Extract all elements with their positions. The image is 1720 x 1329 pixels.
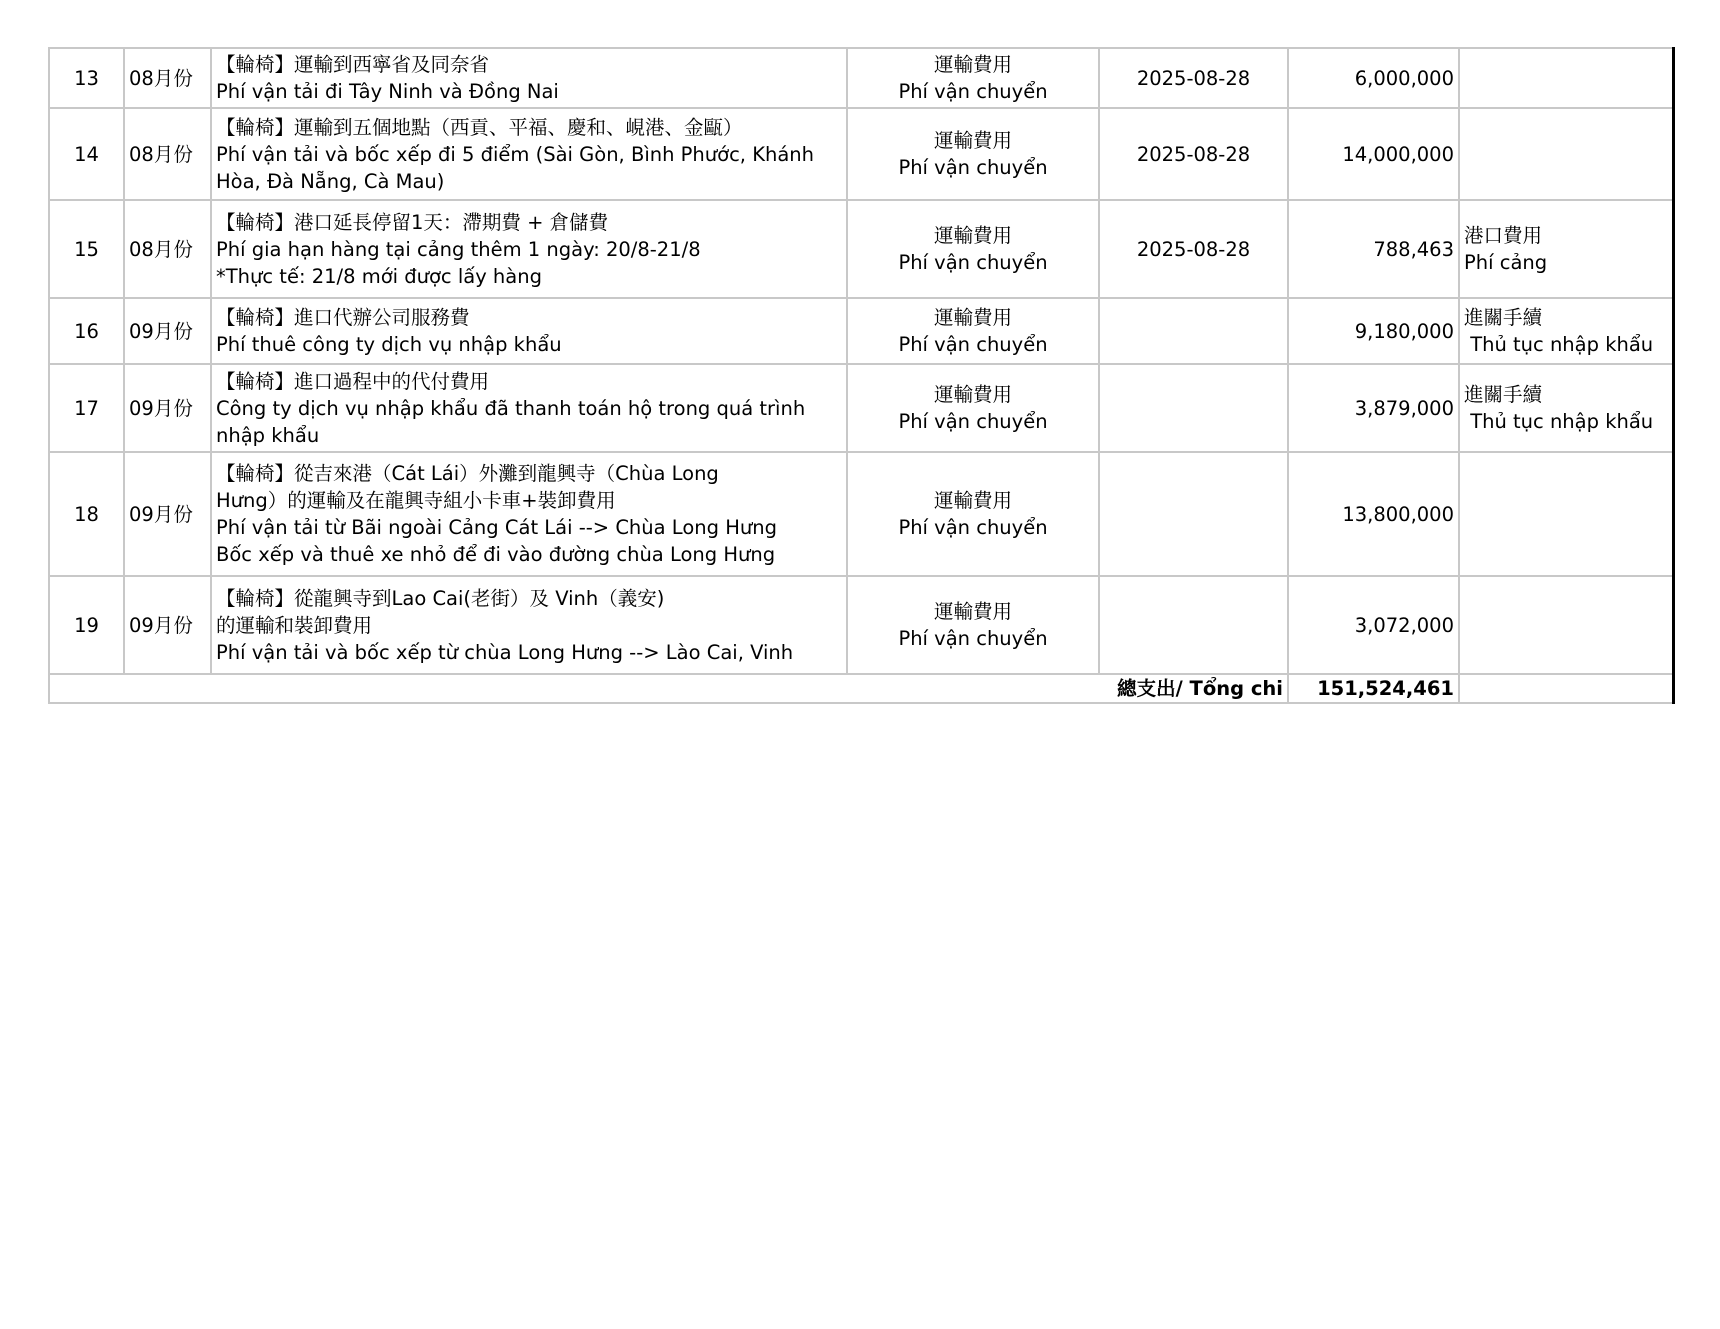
row-number: 17: [49, 364, 124, 452]
category-line: Phí vận chuyển: [898, 156, 1048, 179]
category-line: Phí vận chuyển: [898, 627, 1048, 650]
row-category: [847, 576, 1099, 674]
row-number: 13: [49, 48, 124, 108]
row-category: [847, 452, 1099, 576]
row-month: 08月份: [124, 200, 211, 298]
row-month: 09月份: [124, 576, 211, 674]
description-line: Hòa, Đà Nẵng, Cà Mau): [216, 169, 445, 193]
description-line: 【輪椅】港口延長停留1天：滯期費 + 倉儲費: [216, 210, 609, 234]
category-line: 運輸費用: [933, 53, 1012, 76]
row-date: 2025-08-28: [1099, 108, 1288, 200]
row-category: [847, 108, 1099, 200]
row-description: [211, 364, 847, 452]
description-line: Bốc xếp và thuê xe nhỏ để đi vào đường chùa Long Hưng: [216, 543, 776, 566]
row-amount: 3,879,000: [1288, 364, 1459, 452]
category-line: 運輸費用: [933, 489, 1012, 512]
description-line: Công ty dịch vụ nhập khẩu đã thanh toán hộ trong quá trình: [216, 396, 806, 420]
row-description: [211, 298, 847, 364]
total-row: [49, 674, 1673, 703]
total-note-cell: [1459, 674, 1673, 703]
description-line: Phí vận tải từ Bãi ngoài Cảng Cát Lái --> Chùa Long Hưng: [216, 516, 777, 539]
category-line: 運輸費用: [933, 224, 1012, 247]
note-line: Thủ tục nhập khẩu: [1464, 333, 1654, 356]
row-number: 19: [49, 576, 124, 674]
category-line: Phí vận chuyển: [898, 80, 1048, 103]
table-row: [49, 108, 1673, 200]
description-line: nhập khẩu: [216, 423, 320, 447]
table-row: [49, 48, 1673, 108]
table-row: [49, 452, 1673, 576]
description-line: 【輪椅】從吉來港（Cát Lái）外灘到龍興寺（Chùa Long: [216, 462, 719, 485]
row-date: [1099, 298, 1288, 364]
row-month: 08月份: [124, 108, 211, 200]
row-amount: 14,000,000: [1288, 108, 1459, 200]
description-line: Phí vận tải và bốc xếp đi 5 điểm (Sài Gòn, Bình Phước, Khánh: [216, 142, 815, 166]
total-label: 總支出/ Tổng chi: [49, 674, 1288, 703]
table-row: [49, 364, 1673, 452]
category-line: Phí vận chuyển: [898, 516, 1048, 539]
row-note: [1459, 298, 1673, 364]
row-note: [1459, 452, 1673, 576]
description-line: 【輪椅】運輸到西寧省及同奈省: [216, 53, 490, 76]
category-line: Phí vận chuyển: [898, 410, 1048, 433]
row-note: [1459, 108, 1673, 200]
row-description: [211, 48, 847, 108]
description-line: 【輪椅】運輸到五個地點（西貢、平福、慶和、峴港、金甌）: [216, 115, 743, 139]
row-month: 09月份: [124, 364, 211, 452]
description-line: Phí vận tải đi Tây Ninh và Đồng Nai: [216, 80, 559, 103]
category-line: 運輸費用: [933, 383, 1012, 406]
category-line: 運輸費用: [933, 600, 1012, 623]
category-line: Phí vận chuyển: [898, 251, 1048, 274]
note-line: Thủ tục nhập khẩu: [1464, 410, 1654, 433]
row-description: [211, 576, 847, 674]
category-line: 運輸費用: [933, 306, 1012, 329]
row-date: 2025-08-28: [1099, 48, 1288, 108]
description-line: Phí gia hạn hàng tại cảng thêm 1 ngày: 20/8-21/8: [216, 237, 701, 261]
row-number: 14: [49, 108, 124, 200]
description-line: Hưng）的運輸及在龍興寺組小卡車+裝卸費用: [216, 489, 616, 512]
row-date: [1099, 452, 1288, 576]
row-note: [1459, 576, 1673, 674]
row-category: [847, 200, 1099, 298]
row-amount: 3,072,000: [1288, 576, 1459, 674]
table-row: [49, 200, 1673, 298]
row-date: 2025-08-28: [1099, 200, 1288, 298]
row-amount: 6,000,000: [1288, 48, 1459, 108]
row-note: [1459, 364, 1673, 452]
note-line: 進關手續: [1464, 306, 1543, 329]
description-line: 【輪椅】進口代辦公司服務費: [216, 306, 470, 329]
row-month: 09月份: [124, 298, 211, 364]
table-row: [49, 298, 1673, 364]
row-description: [211, 452, 847, 576]
row-amount: 13,800,000: [1288, 452, 1459, 576]
expense-table: [48, 47, 1675, 704]
note-line: Phí cảng: [1464, 251, 1548, 274]
total-amount: 151,524,461: [1288, 674, 1459, 703]
row-description: [211, 108, 847, 200]
row-month: 08月份: [124, 48, 211, 108]
description-line: 【輪椅】進口過程中的代付費用: [216, 369, 490, 393]
description-line: *Thực tế: 21/8 mới được lấy hàng: [216, 264, 542, 288]
note-line: 進關手續: [1464, 383, 1543, 406]
row-note: [1459, 200, 1673, 298]
category-line: 運輸費用: [933, 129, 1012, 152]
description-line: 【輪椅】從龍興寺到Lao Cai(老街）及 Vinh（義安): [216, 586, 665, 610]
description-line: Phí vận tải và bốc xếp từ chùa Long Hưng --> Lào Cai, Vinh: [216, 640, 794, 664]
row-date: [1099, 576, 1288, 674]
row-number: 16: [49, 298, 124, 364]
row-number: 18: [49, 452, 124, 576]
row-amount: 9,180,000: [1288, 298, 1459, 364]
row-category: [847, 364, 1099, 452]
row-date: [1099, 364, 1288, 452]
category-line: Phí vận chuyển: [898, 333, 1048, 356]
row-category: [847, 48, 1099, 108]
row-amount: 788,463: [1288, 200, 1459, 298]
row-note: [1459, 48, 1673, 108]
description-line: 的運輸和裝卸費用: [216, 613, 373, 637]
row-category: [847, 298, 1099, 364]
note-line: 港口費用: [1464, 224, 1543, 247]
row-number: 15: [49, 200, 124, 298]
row-month: 09月份: [124, 452, 211, 576]
description-line: Phí thuê công ty dịch vụ nhập khẩu: [216, 333, 562, 356]
table-row: [49, 576, 1673, 674]
table-body: [49, 48, 1673, 674]
row-description: [211, 200, 847, 298]
